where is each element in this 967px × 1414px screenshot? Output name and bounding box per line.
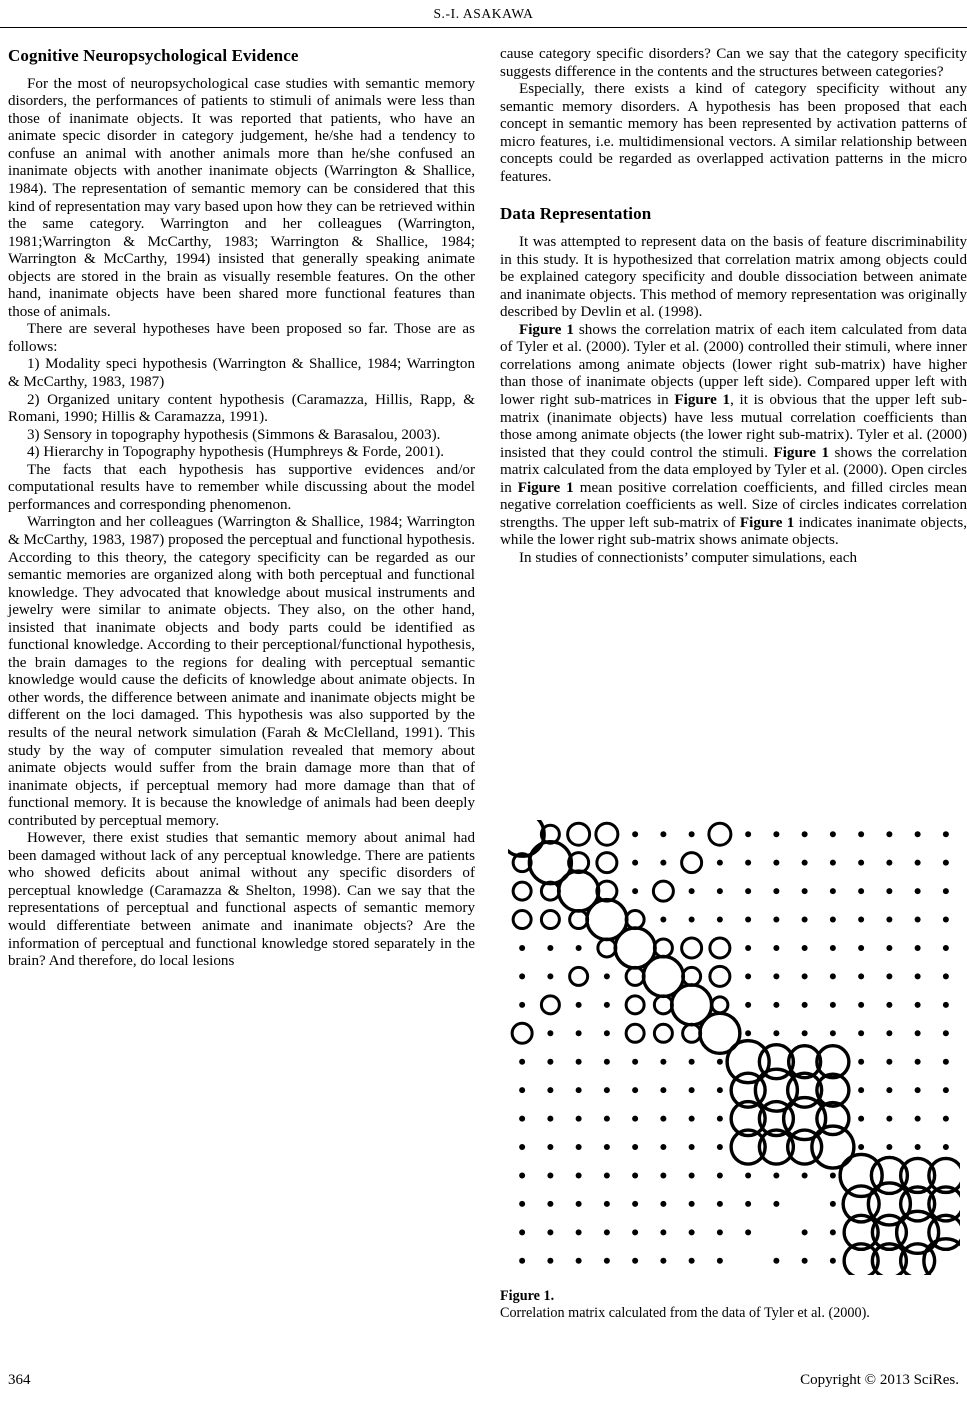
paragraph: Warrington and her colleagues (Warrington & Shallice, 1984; Warrington & McCarthy, 1983, 1987) proposed the perceptual and functional hypothesis. According to this theory, the category specificity can be regarded as our semantic memories are organized along with both perceptual and functional knowledge. They advocated that knowledge about musical instruments and jewelry were similar to animate objects. They also, on the other hand, insisted that inanimate objects and body parts could be identified as functional knowledge. According to their perceptional/functional hypothesis, the brain damages to the regions for dealing with perceptual semantic knowledge would cause the deficits of knowledge about animate objects. In other words, the difference between animate and inanimate objects might be different on the loci damaged. This hypothesis was also supported by the results of the neural network simulation (Farah & McClelland, 1991). This study by the way of computer simulation revealed that memory about animate objects would suffer from the brain damage more than that of inanimate objects, if perceptual memory had more damage than that of functional memory. It is because the knowledge of animals had been deeply contributed by perceptual memory. [8, 514, 475, 829]
matrix-cell [784, 1098, 826, 1140]
matrix-cell [547, 1116, 553, 1122]
matrix-cell [717, 917, 723, 923]
matrix-cell [745, 1229, 751, 1235]
matrix-cell [689, 1059, 695, 1065]
matrix-cell [604, 1229, 610, 1235]
matrix-cell [547, 973, 553, 979]
figure-reference: Figure 1 [517, 479, 574, 496]
matrix-cell [943, 1030, 949, 1036]
figure-label: Figure 1. [500, 1288, 555, 1304]
matrix-cell [773, 1258, 779, 1264]
matrix-cell [547, 1172, 553, 1178]
running-head: S.-I. ASAKAWA [433, 6, 534, 21]
matrix-cell [519, 1201, 525, 1207]
matrix-cell [632, 860, 638, 866]
matrix-cell [682, 938, 702, 958]
matrix-cell [858, 1059, 864, 1065]
matrix-cell [745, 1030, 751, 1036]
matrix-cell [858, 973, 864, 979]
matrix-cell [604, 1116, 610, 1122]
matrix-cell [886, 1030, 892, 1036]
matrix-cell [689, 888, 695, 894]
matrix-cell [576, 1144, 582, 1150]
matrix-cell [886, 888, 892, 894]
matrix-cell [717, 1229, 723, 1235]
matrix-cell [660, 1172, 666, 1178]
matrix-cell [915, 1116, 921, 1122]
matrix-cell [513, 911, 531, 929]
matrix-cell [858, 1087, 864, 1093]
matrix-cell [519, 1116, 525, 1122]
matrix-cell [710, 938, 730, 958]
matrix-cell [512, 1023, 532, 1043]
matrix-cell [576, 1172, 582, 1178]
matrix-cell [660, 1116, 666, 1122]
list-item: 3) Sensory in topography hypothesis (Simmons & Barasalou, 2003). [27, 426, 441, 443]
right-column [500, 46, 967, 568]
matrix-cell [802, 831, 808, 837]
matrix-cell [886, 1059, 892, 1065]
matrix-cell [830, 860, 836, 866]
matrix-cell [717, 1087, 723, 1093]
matrix-cell [547, 1087, 553, 1093]
matrix-cell [682, 853, 702, 873]
matrix-cell [840, 1154, 882, 1196]
matrix-cell [886, 917, 892, 923]
page-number: 364 [8, 1372, 31, 1388]
matrix-cell [626, 996, 644, 1014]
matrix-cell [660, 917, 666, 923]
matrix-cell [604, 1002, 610, 1008]
matrix-cell [660, 1258, 666, 1264]
matrix-cell [604, 1059, 610, 1065]
list-item: 2) Organized unitary content hypothesis (Caramazza, Hillis, Rapp, & Romani, 1990; Hillis & Caramazza, 1991). [8, 391, 475, 426]
paragraph: However, there exist studies that semantic memory about animal had been damaged without lack of any perceptual knowledge. There are patients who showed deficits about animal without any specific disorders of perceptual knowledge (Caramazza & Shelton, 1998). Can we say that the representations of perceptual and functional aspects of semantic memory would differentiate between animate and inanimate objects? Are the information of perceptual and functional knowledge stored separately in the brain? And therefore, do local lesions [8, 830, 475, 970]
matrix-cell [547, 1030, 553, 1036]
matrix-cell [858, 860, 864, 866]
matrix-cell [689, 1087, 695, 1093]
matrix-cell [576, 1002, 582, 1008]
matrix-cell [830, 1030, 836, 1036]
matrix-cell [943, 1087, 949, 1093]
matrix-cell [773, 1002, 779, 1008]
matrix-cell [915, 1087, 921, 1093]
matrix-cell [632, 1172, 638, 1178]
matrix-cell [689, 1116, 695, 1122]
matrix-cell [755, 1069, 797, 1111]
matrix-cell [858, 831, 864, 837]
matrix-cell [519, 973, 525, 979]
matrix-cell [654, 1024, 672, 1042]
paragraph-text: indicates inanimate objects, while the lower right sub-matrix shows animate objects. [500, 514, 967, 549]
matrix-cell [886, 1144, 892, 1150]
matrix-cell [773, 860, 779, 866]
section-title-cognitive-neuropsychological-evidence: Cognitive Neuropsychological Evidence [8, 46, 299, 65]
matrix-cell [802, 1172, 808, 1178]
matrix-cell [632, 1258, 638, 1264]
matrix-cell [660, 1229, 666, 1235]
matrix-cell [943, 945, 949, 951]
matrix-cell [858, 1030, 864, 1036]
matrix-cell [886, 860, 892, 866]
paragraph-text: shows the correlation matrix of each item calculated from data of Tyler et al. (2000). Tyler et al. (2000) controlled their stimuli, where inner correlations among animate objects (lower right sub-matrix) have higher than those of inanimate objects (upper left side). Compared upper left with lower right sub-matrices in [500, 321, 967, 409]
matrix-cell [570, 967, 588, 985]
matrix-cell [689, 917, 695, 923]
list-item: 1) Modality speci hypothesis (Warrington & Shallice, 1984; Warrington & McCarthy, 1983, 1987) [8, 356, 475, 391]
paragraph-text: , it is obvious that the upper left sub-matrix (inanimate objects) have less mutual correlation coefficients than those among animate objects (the lower right sub-matrix). Tyler et al. (2000) insisted that they could control the stimuli. [500, 392, 967, 461]
matrix-cell [745, 917, 751, 923]
matrix-cell [519, 1258, 525, 1264]
matrix-cell [886, 973, 892, 979]
matrix-cell [653, 881, 673, 901]
matrix-cell [858, 1116, 864, 1122]
matrix-cell [830, 973, 836, 979]
matrix-cell [660, 1059, 666, 1065]
matrix-cell [689, 1229, 695, 1235]
matrix-cell [745, 1172, 751, 1178]
matrix-cell [886, 1116, 892, 1122]
paragraph: In studies of connectionists’ computer simulations, each [519, 549, 857, 566]
matrix-cell [943, 860, 949, 866]
matrix-cell [858, 917, 864, 923]
matrix-cell [626, 967, 644, 985]
matrix-cell [604, 1258, 610, 1264]
matrix-cell [570, 911, 588, 929]
matrix-cell [632, 1144, 638, 1150]
figure-reference: Figure 1 [674, 392, 731, 409]
matrix-cell [886, 831, 892, 837]
matrix-cell [541, 911, 559, 929]
matrix-cell [717, 1172, 723, 1178]
matrix-cell [717, 860, 723, 866]
figure-reference: Figure 1 [739, 514, 795, 531]
matrix-cell [660, 1144, 666, 1150]
matrix-cell [547, 945, 553, 951]
correlation-matrix-plot [508, 820, 960, 1275]
matrix-cell [830, 917, 836, 923]
matrix-cell [547, 1229, 553, 1235]
matrix-cell [943, 1059, 949, 1065]
matrix-cell [802, 1002, 808, 1008]
matrix-cell [604, 1144, 610, 1150]
matrix-cell [943, 973, 949, 979]
matrix-cell [547, 1201, 553, 1207]
matrix-cell [802, 917, 808, 923]
matrix-cell [915, 860, 921, 866]
paragraph: The facts that each hypothesis has supportive evidences and/or computational results have to remember while discussing about the model performances and corresponding phenomenon. [8, 461, 475, 513]
matrix-cell [576, 1030, 582, 1036]
matrix-cell [802, 1258, 808, 1264]
matrix-cell [689, 1258, 695, 1264]
matrix-cell [576, 1229, 582, 1235]
matrix-cell [519, 945, 525, 951]
matrix-cell [886, 945, 892, 951]
matrix-cell [727, 1041, 769, 1083]
matrix-cell [710, 966, 730, 986]
matrix-cell [943, 1002, 949, 1008]
matrix-cell [519, 1087, 525, 1093]
matrix-cell [508, 820, 544, 856]
matrix-cell [632, 1087, 638, 1093]
matrix-cell [632, 1229, 638, 1235]
matrix-cell [943, 1116, 949, 1122]
paragraph: There are several hypotheses have been proposed so far. Those are as follows: [8, 321, 475, 355]
matrix-cell [773, 1201, 779, 1207]
matrix-cell [830, 888, 836, 894]
matrix-cell [632, 1201, 638, 1207]
matrix-cell [568, 823, 590, 845]
paragraph-continued: cause category specific disorders? Can we say that the category specificity suggests difference in the contents and the structures between categories? [500, 46, 967, 80]
matrix-cell [660, 860, 666, 866]
matrix-cell [604, 1087, 610, 1093]
matrix-cell [915, 1002, 921, 1008]
matrix-cell [858, 945, 864, 951]
matrix-cell [683, 967, 701, 985]
matrix-cell [745, 1201, 751, 1207]
matrix-cell [519, 1172, 525, 1178]
paragraph-text: mean positive correlation coefficients, and filled circles mean negative correlation coefficients as well. Size of circles indicates correlation strengths. The upper left sub-matrix of [500, 479, 967, 531]
matrix-cell [626, 911, 644, 929]
paragraph: It was attempted to represent data on the basis of feature discriminability in this study. It is hypothesized that correlation matrix among objects could be explained category specificity and double dissociation between animate and inanimate objects. This method of memory representation was originally described by Devlin et al. (1998). [500, 234, 967, 321]
matrix-cell [547, 1258, 553, 1264]
matrix-cell [689, 831, 695, 837]
matrix-cell [830, 1002, 836, 1008]
matrix-cell [519, 1144, 525, 1150]
matrix-cell [547, 1144, 553, 1150]
matrix-cell [576, 1087, 582, 1093]
matrix-cell [632, 1059, 638, 1065]
matrix-cell [576, 1258, 582, 1264]
matrix-cell [604, 1201, 610, 1207]
matrix-cell [604, 973, 610, 979]
section-title-data-representation: Data Representation [500, 204, 652, 224]
matrix-cell [689, 1172, 695, 1178]
matrix-cell [802, 1229, 808, 1235]
matrix-cell [604, 1030, 610, 1036]
matrix-cell [547, 1059, 553, 1065]
matrix-cell [717, 1116, 723, 1122]
copyright-notice: Copyright © 2013 SciRes. [800, 1372, 959, 1388]
matrix-cell [689, 1201, 695, 1207]
figure-reference: Figure 1 [519, 321, 574, 338]
matrix-cell [519, 1229, 525, 1235]
matrix-cell [830, 1201, 836, 1207]
matrix-cell [513, 882, 531, 900]
matrix-cell [858, 1002, 864, 1008]
matrix-cell [802, 973, 808, 979]
matrix-cell [802, 1030, 808, 1036]
matrix-cell [915, 888, 921, 894]
matrix-cell [802, 888, 808, 894]
matrix-cell [745, 1002, 751, 1008]
matrix-cell [709, 823, 731, 845]
matrix-cell [868, 1183, 910, 1225]
matrix-cell [915, 917, 921, 923]
paragraph: For the most of neuropsychological case studies with semantic memory disorders, the performances of patients to stimuli of animals were less than those of inanimate objects. It was reported that patients, who have an animate specic disorder in category judgement, he/she had a tendency to confuse an animal with another animals more than he/she confused an inanimate objects with another inanimate objects (Warrington & Shallice, 1984). The representation of semantic memory can be considered that this kind of representation may vary based upon how they can be retrieved within the same category. Warrington and her colleagues (Warrington, 1981;Warrington & McCarthy, 1983; Warrington & Shallice, 1984; Warrington & McCarthy, 1994) insisted that generally speaking animate objects are stored in the brain as visually resemble features. On the other hand, inanimate objects have been shared more functional features than those of animals. [8, 75, 475, 320]
matrix-cell [943, 888, 949, 894]
paragraph-text: shows the correlation matrix calculated from the data employed by Tyler et al. (2000). Open circles in [500, 444, 967, 496]
matrix-cell [773, 917, 779, 923]
matrix-cell [745, 888, 751, 894]
matrix-cell [915, 1144, 921, 1150]
matrix-cell [745, 860, 751, 866]
matrix-cell [773, 888, 779, 894]
matrix-cell [654, 939, 672, 957]
matrix-cell [519, 1002, 525, 1008]
figure-reference: Figure 1 [773, 444, 830, 461]
matrix-cell [943, 917, 949, 923]
matrix-cell [773, 1172, 779, 1178]
matrix-cell [632, 831, 638, 837]
matrix-cell [717, 1258, 723, 1264]
matrix-cell [886, 1087, 892, 1093]
figure-caption [500, 1288, 967, 1321]
matrix-cell [830, 831, 836, 837]
matrix-cell [773, 1030, 779, 1036]
matrix-cell [915, 1059, 921, 1065]
matrix-cell [717, 1144, 723, 1150]
matrix-cell [915, 1030, 921, 1036]
matrix-cell [830, 945, 836, 951]
matrix-cell [802, 860, 808, 866]
matrix-cell [660, 831, 666, 837]
matrix-cell [654, 996, 672, 1014]
matrix-cell [576, 945, 582, 951]
matrix-cell [576, 1201, 582, 1207]
matrix-cell [597, 853, 617, 873]
matrix-cell [717, 888, 723, 894]
left-column [8, 46, 475, 971]
matrix-cell [712, 997, 728, 1013]
matrix-cell [858, 1144, 864, 1150]
matrix-cell [830, 1258, 836, 1264]
matrix-cell [858, 888, 864, 894]
matrix-cell [660, 1087, 666, 1093]
matrix-cell [632, 888, 638, 894]
matrix-cell [830, 1172, 836, 1178]
header-rule [0, 27, 967, 28]
matrix-cell [886, 1002, 892, 1008]
matrix-cell [717, 1059, 723, 1065]
matrix-cell [576, 1116, 582, 1122]
matrix-cell [773, 973, 779, 979]
matrix-cell [598, 939, 616, 957]
matrix-cell [604, 1172, 610, 1178]
matrix-cell [717, 1201, 723, 1207]
list-item: 4) Hierarchy in Topography hypothesis (Humphreys & Forde, 2001). [27, 444, 445, 461]
matrix-cell [576, 1059, 582, 1065]
matrix-cell [519, 1059, 525, 1065]
matrix-cell [943, 831, 949, 837]
matrix-cell [541, 996, 559, 1014]
matrix-cell [812, 1126, 854, 1168]
matrix-cell [830, 1229, 836, 1235]
matrix-cell [632, 1116, 638, 1122]
matrix-cell [915, 973, 921, 979]
matrix-cell [924, 1239, 960, 1275]
paragraph: Especially, there exists a kind of category specificity without any semantic memory disorders. A hypothesis has been proposed that each concept in semantic memory has been represented by activation patterns of micro features, i.e. multidimensional vectors. A similar relationship between concepts could be regarded as overlapped activation patterns in the micro features. [500, 81, 967, 185]
figure-caption-text: Correlation matrix calculated from the data of Tyler et al. (2000). [500, 1304, 870, 1321]
matrix-cell [660, 1201, 666, 1207]
matrix-cell [897, 1211, 939, 1253]
matrix-cell [745, 831, 751, 837]
matrix-cell [596, 823, 618, 845]
matrix-cell [915, 831, 921, 837]
matrix-cell [626, 1024, 644, 1042]
matrix-cell [802, 945, 808, 951]
matrix-cell [745, 973, 751, 979]
matrix-cell [773, 831, 779, 837]
matrix-cell [915, 945, 921, 951]
matrix-cell [745, 945, 751, 951]
matrix-cell [773, 945, 779, 951]
matrix-cell [683, 1024, 701, 1042]
paragraph-figure-description [500, 322, 967, 550]
matrix-cell [689, 1144, 695, 1150]
figure-correlation-matrix [508, 820, 960, 1275]
matrix-cell [943, 1144, 949, 1150]
